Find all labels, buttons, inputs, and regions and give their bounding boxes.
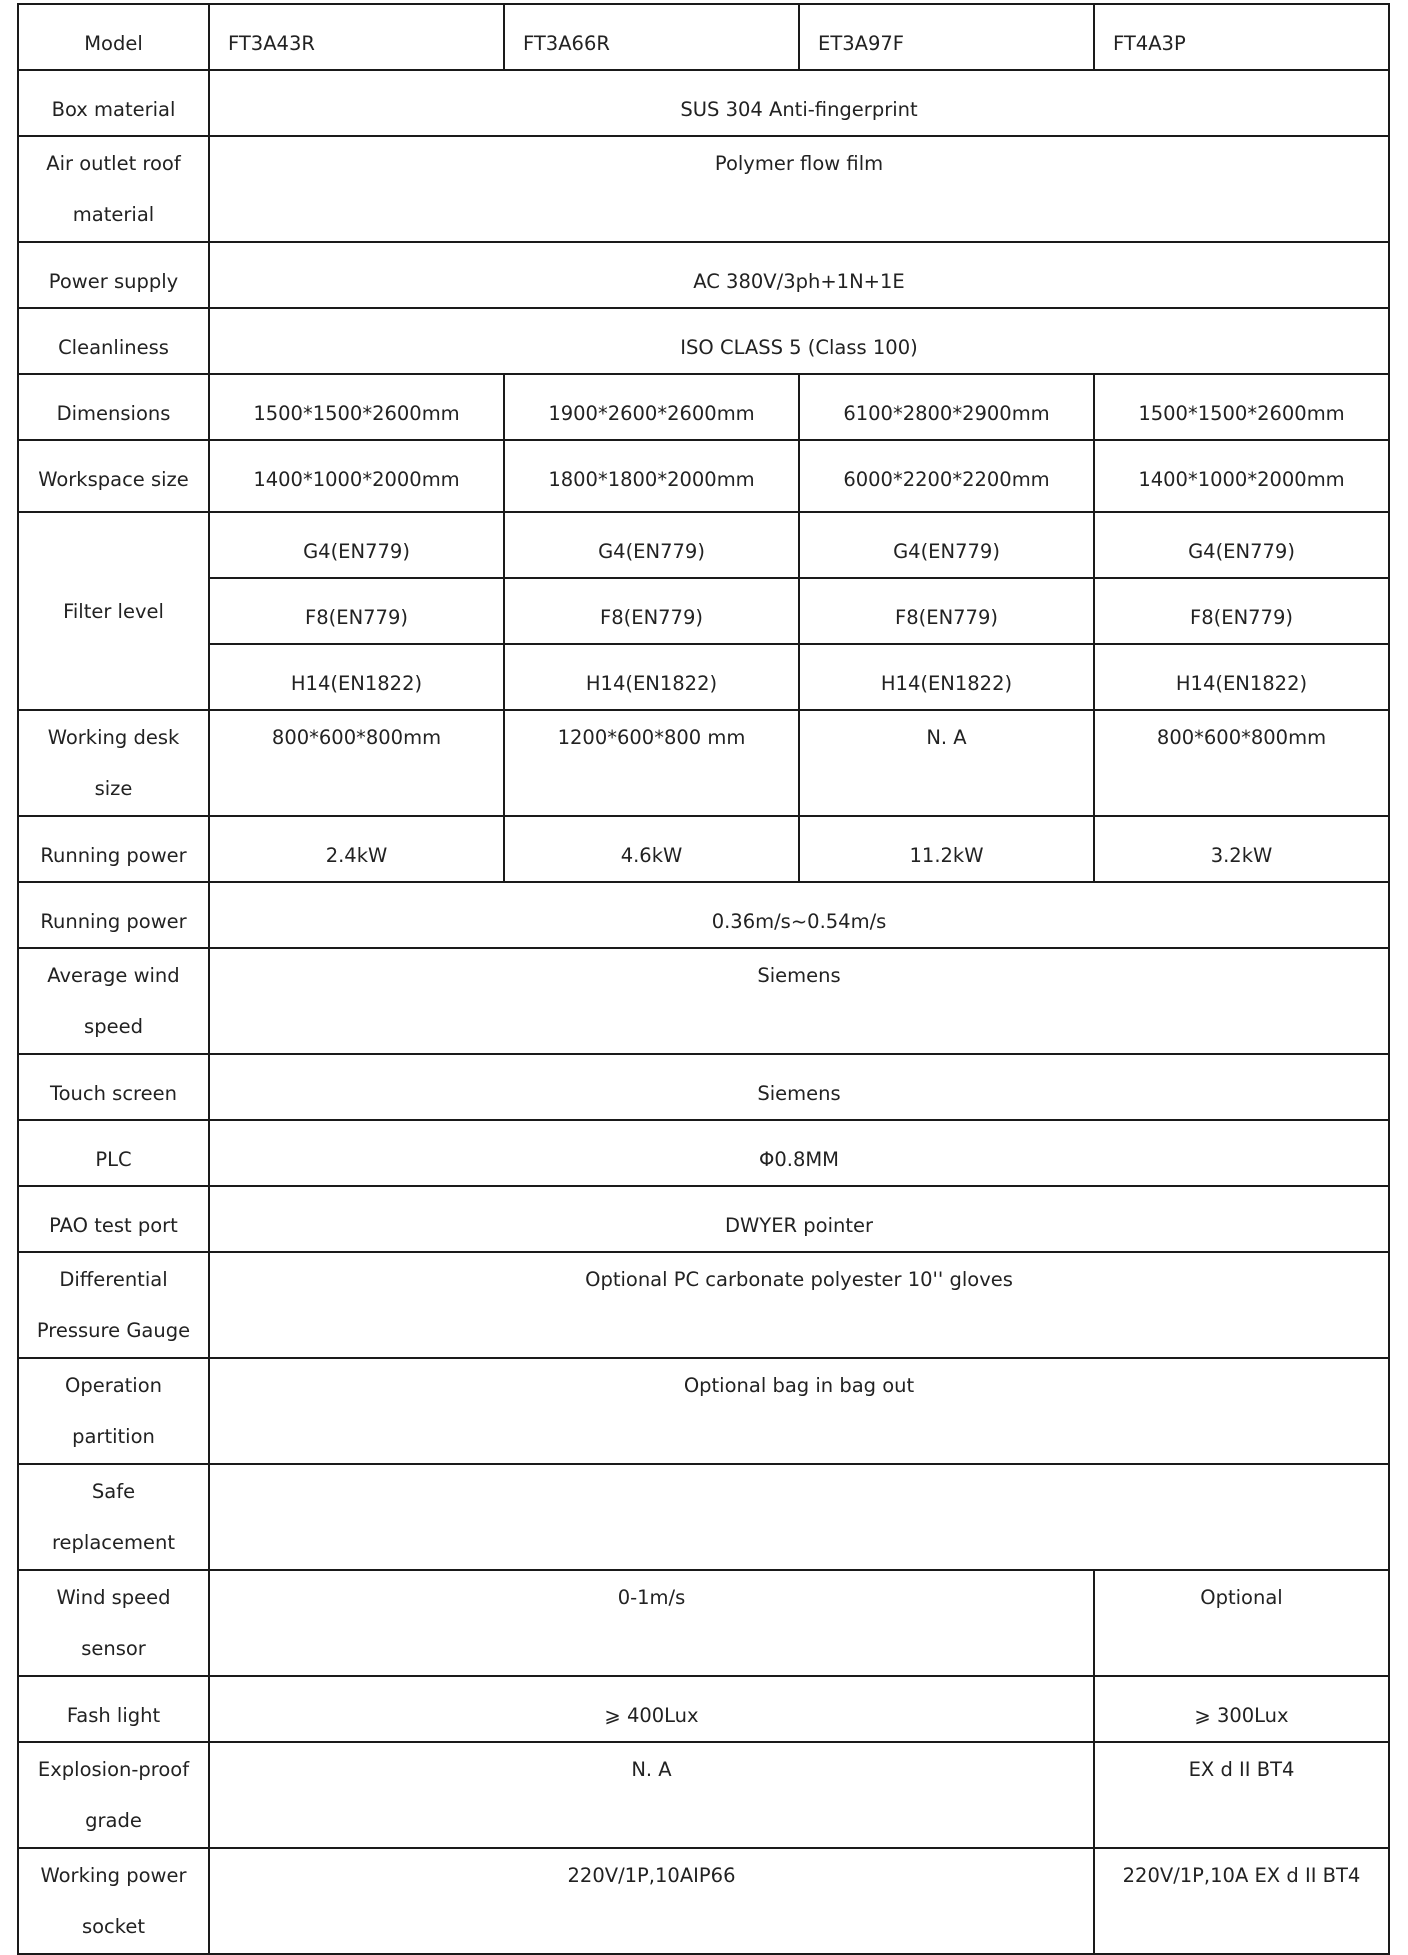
- label-running-power-2: Running power: [18, 882, 209, 948]
- row-pao: [18, 1186, 1389, 1252]
- value-running-power-2: 0.36m/s~0.54m/s: [209, 882, 1389, 948]
- label-dimensions: Dimensions: [18, 374, 209, 440]
- row-running-power-2: [18, 882, 1389, 948]
- label-line: Working desk: [47, 726, 180, 749]
- label-safe: [18, 1464, 209, 1570]
- value-line: N. A: [926, 726, 967, 749]
- value-desk: [1094, 710, 1389, 816]
- model-ft3a66r: FT3A66R: [504, 4, 799, 70]
- row-filter-g4: [18, 512, 1389, 578]
- value-line: 0-1m/s: [617, 1586, 686, 1609]
- label-line: socket: [81, 1915, 146, 1938]
- value-line: 220V/1P,10AIP66: [567, 1864, 736, 1887]
- row-running-power: [18, 816, 1389, 882]
- label-line: grade: [85, 1809, 142, 1832]
- value-running-power: 11.2kW: [799, 816, 1094, 882]
- value-desk: [209, 710, 504, 816]
- label-wind-sensor: [18, 1570, 209, 1676]
- value-workspace: 1800*1800*2000mm: [504, 440, 799, 512]
- value-explosion-ft4a3p: [1094, 1742, 1389, 1848]
- model-et3a97f: ET3A97F: [799, 4, 1094, 70]
- label-plc: PLC: [18, 1120, 209, 1186]
- label-average-wind: [18, 948, 209, 1054]
- label-line: Air outlet roof: [46, 152, 181, 175]
- row-differential: [18, 1252, 1389, 1358]
- value-dimensions: 1500*1500*2600mm: [209, 374, 504, 440]
- row-model: [18, 4, 1389, 70]
- label-workspace: Workspace size: [18, 440, 209, 512]
- row-dimensions: [18, 374, 1389, 440]
- value-line: Siemens: [757, 964, 841, 987]
- label-line: replacement: [51, 1531, 176, 1554]
- value-flash-light-ft4a3p: ⩾ 300Lux: [1094, 1676, 1389, 1742]
- value-dimensions: 1500*1500*2600mm: [1094, 374, 1389, 440]
- value-line: 800*600*800mm: [271, 726, 442, 749]
- row-flash-light: [18, 1676, 1389, 1742]
- row-cleanliness: [18, 308, 1389, 374]
- value-filter: H14(EN1822): [209, 644, 504, 710]
- label-line: Operation: [64, 1374, 163, 1397]
- label-line: Differential: [59, 1268, 168, 1291]
- value-wind-sensor-ft4a3p: [1094, 1570, 1389, 1676]
- label-line: size: [94, 777, 133, 800]
- value-dimensions: 1900*2600*2600mm: [504, 374, 799, 440]
- value-flash-light: ⩾ 400Lux: [209, 1676, 1094, 1742]
- value-average-wind: [209, 948, 1389, 1054]
- value-plc: Φ0.8MM: [209, 1120, 1389, 1186]
- label-box-material: Box material: [18, 70, 209, 136]
- model-ft4a3p: FT4A3P: [1094, 4, 1389, 70]
- value-filter: G4(EN779): [504, 512, 799, 578]
- value-filter: G4(EN779): [799, 512, 1094, 578]
- value-workspace: 1400*1000*2000mm: [1094, 440, 1389, 512]
- value-air-outlet: [209, 136, 1389, 242]
- value-line: 220V/1P,10A EX d II BT4: [1122, 1864, 1361, 1887]
- row-filter-h14: [18, 644, 1389, 710]
- label-line: Wind speed: [56, 1586, 171, 1609]
- value-filter: F8(EN779): [209, 578, 504, 644]
- value-line: 1200*600*800 mm: [557, 726, 746, 749]
- label-line: speed: [84, 1015, 143, 1038]
- value-workspace: 1400*1000*2000mm: [209, 440, 504, 512]
- value-pao: DWYER pointer: [209, 1186, 1389, 1252]
- value-socket: [209, 1848, 1094, 1954]
- label-line: Working power: [40, 1864, 187, 1887]
- row-explosion: [18, 1742, 1389, 1848]
- value-socket-ft4a3p: [1094, 1848, 1389, 1954]
- value-running-power: 3.2kW: [1094, 816, 1389, 882]
- row-workspace: [18, 440, 1389, 512]
- label-desk: [18, 710, 209, 816]
- value-wind-sensor: [209, 1570, 1094, 1676]
- label-line: material: [72, 203, 155, 226]
- row-box-material: [18, 70, 1389, 136]
- label-differential: [18, 1252, 209, 1358]
- row-power-supply: [18, 242, 1389, 308]
- row-operation: [18, 1358, 1389, 1464]
- value-filter: G4(EN779): [1094, 512, 1389, 578]
- value-running-power: 2.4kW: [209, 816, 504, 882]
- value-filter: H14(EN1822): [799, 644, 1094, 710]
- row-desk: [18, 710, 1389, 816]
- row-plc: [18, 1120, 1389, 1186]
- label-line: Explosion-proof: [37, 1758, 190, 1781]
- row-filter-f8: [18, 578, 1389, 644]
- value-desk: [799, 710, 1094, 816]
- value-safe: [209, 1464, 1389, 1570]
- row-average-wind: [18, 948, 1389, 1054]
- label-power-supply: Power supply: [18, 242, 209, 308]
- value-filter: G4(EN779): [209, 512, 504, 578]
- value-power-supply: AC 380V/3ph+1N+1E: [209, 242, 1389, 308]
- label-operation: [18, 1358, 209, 1464]
- value-filter: F8(EN779): [504, 578, 799, 644]
- label-flash-light: Fash light: [18, 1676, 209, 1742]
- value-line: Optional PC carbonate polyester 10'' gloves: [585, 1268, 1013, 1291]
- value-line: N. A: [631, 1758, 672, 1781]
- value-dimensions: 6100*2800*2900mm: [799, 374, 1094, 440]
- value-filter: F8(EN779): [799, 578, 1094, 644]
- label-running-power: Running power: [18, 816, 209, 882]
- model-ft3a43r: FT3A43R: [209, 4, 504, 70]
- value-filter: F8(EN779): [1094, 578, 1389, 644]
- row-safe: [18, 1464, 1389, 1570]
- value-filter: H14(EN1822): [504, 644, 799, 710]
- value-line: Optional bag in bag out: [683, 1374, 915, 1397]
- label-touch-screen: Touch screen: [18, 1054, 209, 1120]
- label-pao: PAO test port: [18, 1186, 209, 1252]
- value-line: Polymer flow film: [714, 152, 884, 175]
- value-box-material: SUS 304 Anti-fingerprint: [209, 70, 1389, 136]
- value-cleanliness: ISO CLASS 5 (Class 100): [209, 308, 1389, 374]
- label-air-outlet: [18, 136, 209, 242]
- value-line: EX d II BT4: [1188, 1758, 1295, 1781]
- label-line: Safe: [91, 1480, 136, 1503]
- label-model: Model: [18, 4, 209, 70]
- row-air-outlet: [18, 136, 1389, 242]
- row-touch-screen: [18, 1054, 1389, 1120]
- label-line: Average wind: [47, 964, 180, 987]
- value-desk: [504, 710, 799, 816]
- value-filter: H14(EN1822): [1094, 644, 1389, 710]
- label-line: sensor: [81, 1637, 146, 1660]
- label-explosion: [18, 1742, 209, 1848]
- value-line: Optional: [1200, 1586, 1283, 1609]
- spec-table: [17, 3, 1390, 1955]
- row-wind-sensor: [18, 1570, 1389, 1676]
- value-differential: [209, 1252, 1389, 1358]
- label-socket: [18, 1848, 209, 1954]
- label-line: Pressure Gauge: [36, 1319, 191, 1342]
- label-line: partition: [72, 1425, 155, 1448]
- value-operation: [209, 1358, 1389, 1464]
- value-touch-screen: Siemens: [209, 1054, 1389, 1120]
- row-socket: [18, 1848, 1389, 1954]
- label-filter-level: Filter level: [18, 512, 209, 710]
- value-explosion: [209, 1742, 1094, 1848]
- value-running-power: 4.6kW: [504, 816, 799, 882]
- value-line: 800*600*800mm: [1156, 726, 1327, 749]
- label-cleanliness: Cleanliness: [18, 308, 209, 374]
- value-workspace: 6000*2200*2200mm: [799, 440, 1094, 512]
